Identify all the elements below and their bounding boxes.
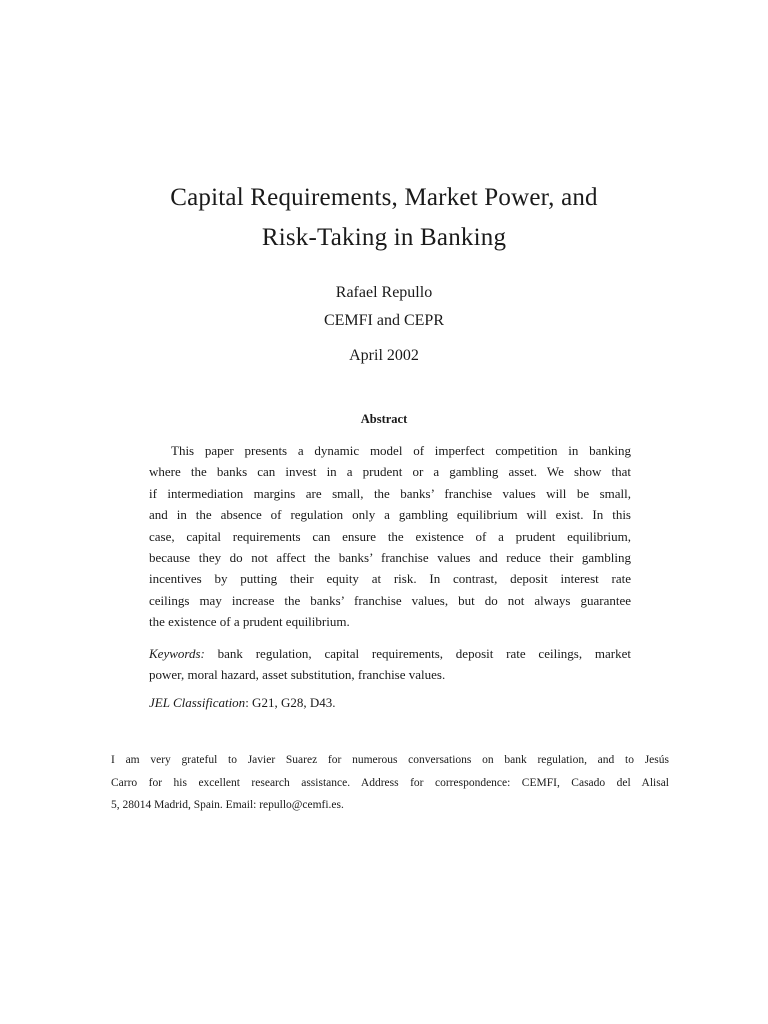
acknowledgement-footnote [111,749,669,817]
author-name: Rafael Repullo [335,284,433,301]
abstract-line: where the banks can invest in a prudent or a gambling asset. We show that [149,464,631,480]
keywords-block [149,643,631,686]
abstract-line: incentives by putting their equity at risk. In contrast, deposit interest rate [149,571,631,587]
abstract-text [149,440,631,633]
abstract-line: if intermediation margins are small, the banks’ franchise values will be small, [149,485,631,501]
keywords-line-1 [149,643,631,664]
footnote-line: Carro for his excellent research assistance. Address for correspondence: CEMFI, Casado del Alisal [111,776,669,789]
abstract-line: This paper presents a dynamic model of imperfect competition in banking [171,443,631,458]
paper-date: April 2002 [349,347,419,364]
paper-title [0,178,768,258]
keywords-text-1: bank regulation, capital requirements, deposit rate ceilings, market [217,646,632,661]
keywords-text-2: power, moral hazard, asset substitution, franchise values. [149,667,446,683]
footnote-line: 5, 28014 Madrid, Spain. Email: repullo@cemfi.es. [111,799,344,811]
abstract-line: the existence of a prudent equilibrium. [149,614,350,630]
abstract-line: ceilings may increase the banks’ franchise values, but do not always guarantee [149,592,631,608]
title-line-1: Capital Requirements, Market Power, and [170,184,598,211]
jel-classification [149,692,631,713]
abstract-heading: Abstract [360,412,408,426]
keywords-label: Keywords: [149,646,205,661]
abstract-line: case, capital requirements can ensure the existence of a prudent equilibrium, [149,528,631,544]
jel-codes: : G21, G28, D43. [245,695,336,710]
jel-label: JEL Classification [149,695,246,710]
title-line-2: Risk-Taking in Banking [261,224,507,251]
abstract-line: because they do not affect the banks’ franchise values and reduce their gambling [149,550,631,566]
footnote-line: I am very grateful to Javier Suarez for numerous conversations on bank regulation, and to Jesús [111,754,669,766]
author-affiliation: CEMFI and CEPR [323,312,444,329]
abstract-line: and in the absence of regulation only a gambling equilibrium will exist. In this [149,507,631,523]
